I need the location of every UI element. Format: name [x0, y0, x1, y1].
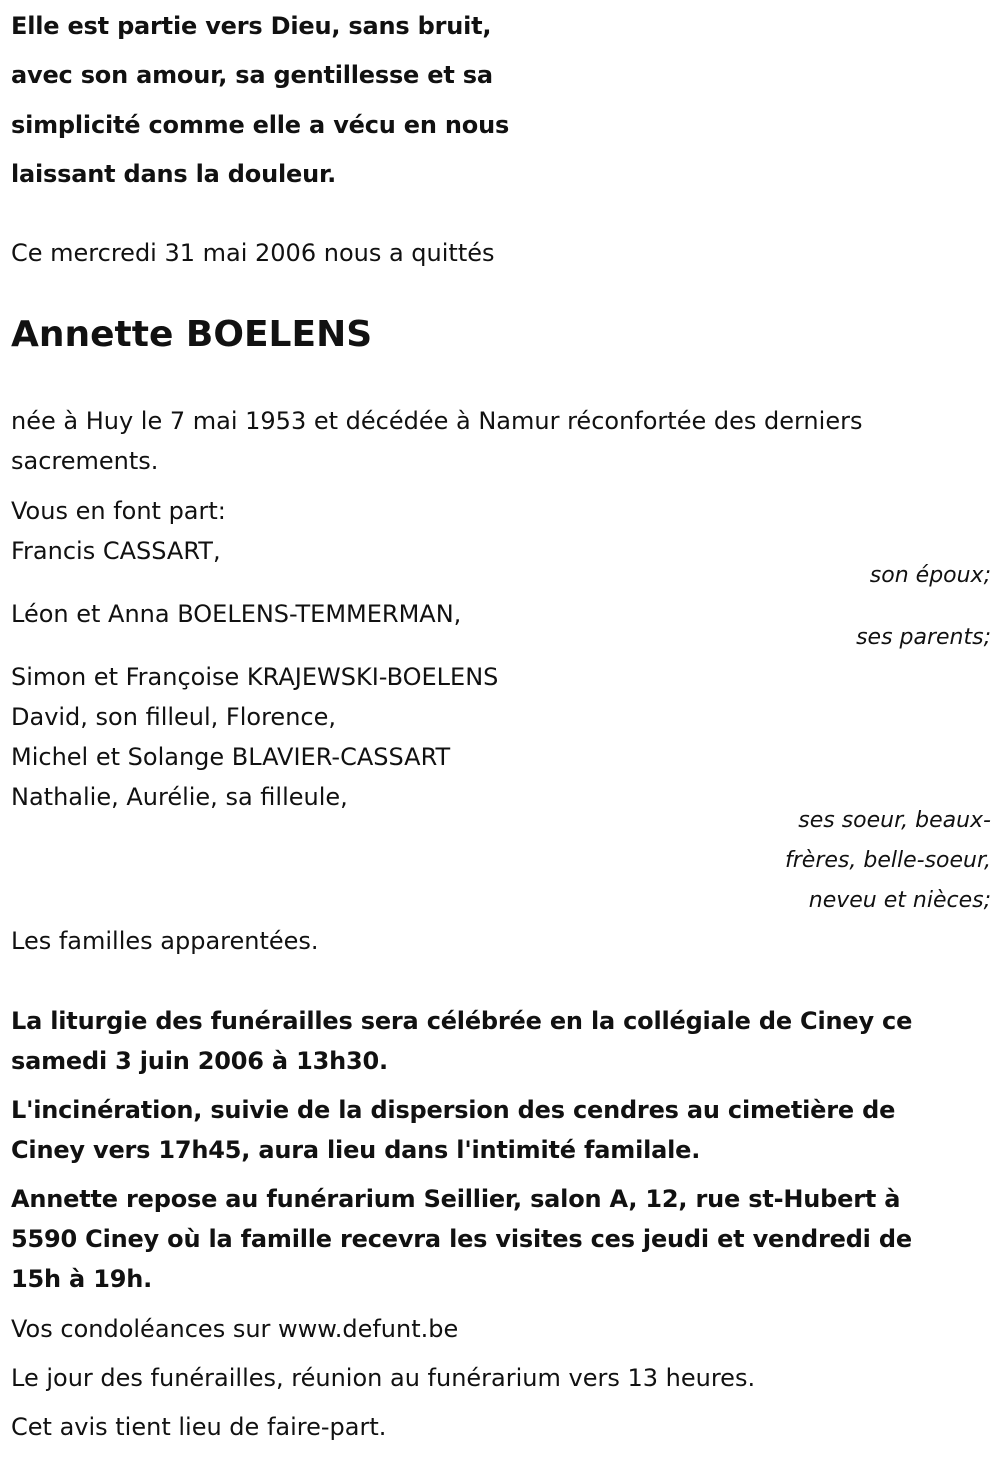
notice-text: Cet avis tient lieu de faire-part. [11, 1413, 387, 1441]
visitation-line: 15h à 19h. [11, 1265, 152, 1293]
epigraph-line: avec son amour, sa gentillesse et sa [11, 61, 493, 89]
birth-info-line: née à Huy le 7 mai 1953 et décédée à Namur réconfortée des derniers [11, 407, 863, 435]
incineration-line: Ciney vers 17h45, aura lieu dans l'intimité familale. [11, 1136, 701, 1164]
epigraph-line: simplicité comme elle a vécu en nous [11, 111, 510, 139]
announcement: Ce mercredi 31 mai 2006 nous a quittés [11, 239, 495, 267]
epigraph-line: laissant dans la douleur. [11, 160, 337, 188]
sibling-line: Nathalie, Aurélie, sa filleule, [11, 783, 348, 811]
visitation-line: Annette repose au funérarium Seillier, salon A, 12, rue st-Hubert à [11, 1185, 901, 1213]
condolences-text: Vos condoléances sur www.defunt.be [11, 1315, 459, 1343]
sibling-line: Michel et Solange BLAVIER-CASSART [11, 743, 451, 771]
visitation-line: 5590 Ciney où la famille recevra les visites ces jeudi et vendredi de [11, 1225, 912, 1253]
families-text: Les familles apparentées. [11, 927, 319, 955]
sibling-line: David, son filleul, Florence, [11, 703, 336, 731]
liturgy-line: La liturgie des funérailles sera célébrée en la collégiale de Ciney ce [11, 1007, 913, 1035]
spouse-name: Francis CASSART, [11, 537, 221, 565]
siblings-relation-line: ses soeur, beaux- [798, 808, 991, 833]
siblings-relation-line: frères, belle-soeur, [785, 848, 991, 873]
deceased-name: Annette BOELENS [11, 314, 373, 355]
birth-info-line: sacrements. [11, 447, 159, 475]
siblings-relation-line: neveu et nièces; [808, 888, 991, 913]
parents-name: Léon et Anna BOELENS-TEMMERMAN, [11, 600, 462, 628]
liturgy-line: samedi 3 juin 2006 à 13h30. [11, 1047, 388, 1075]
epigraph-line: Elle est partie vers Dieu, sans bruit, [11, 12, 492, 40]
sibling-line: Simon et Françoise KRAJEWSKI-BOELENS [11, 663, 499, 691]
intro-text: Vous en font part: [11, 497, 226, 525]
meeting-text: Le jour des funérailles, réunion au funérarium vers 13 heures. [11, 1364, 756, 1392]
incineration-line: L'incinération, suivie de la dispersion des cendres au cimetière de [11, 1096, 896, 1124]
spouse-relation: son époux; [869, 563, 991, 588]
parents-relation: ses parents; [856, 625, 991, 650]
